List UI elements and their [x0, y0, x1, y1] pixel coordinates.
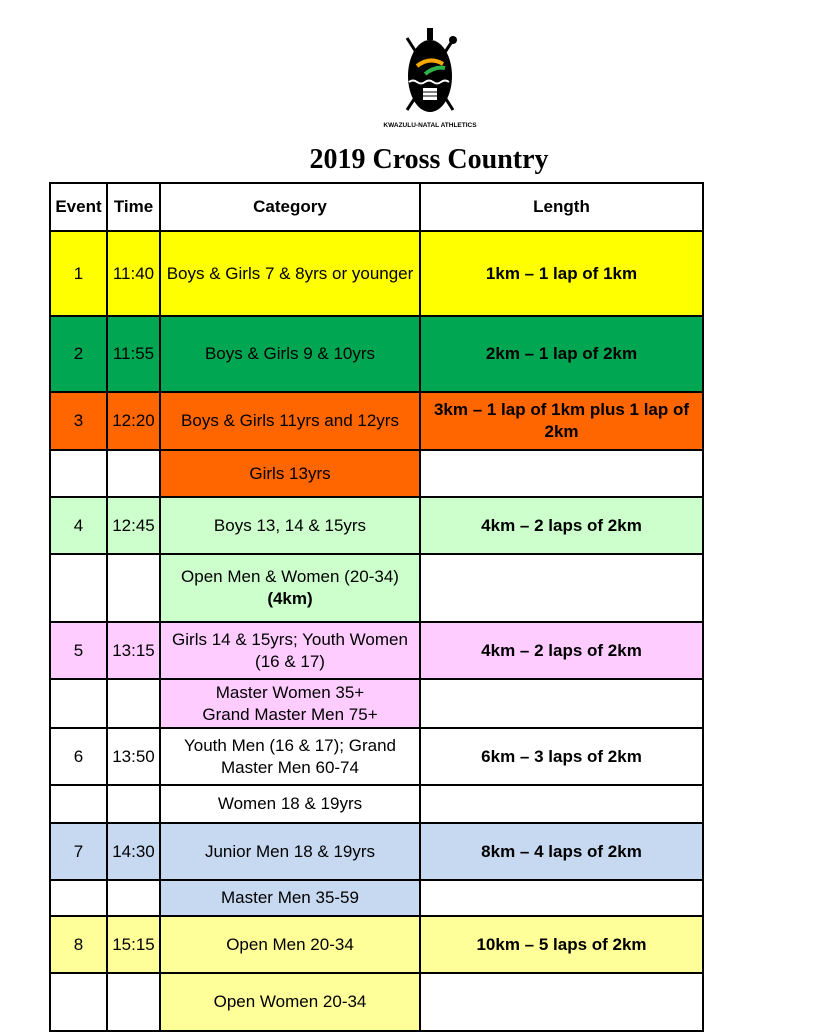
cell-time: [107, 973, 160, 1031]
cell-event: [50, 728, 107, 785]
kzn-athletics-shield-logo: [395, 26, 465, 116]
cell-event: [50, 880, 107, 916]
time-text: 12:20: [112, 411, 155, 430]
table-row: [50, 554, 703, 622]
cell-event: [50, 785, 107, 823]
table-row: [50, 316, 703, 392]
category-text: Girls 14 & 15yrs; Youth Women (16 & 17): [172, 629, 408, 671]
table-row: [50, 622, 703, 679]
header-length: Length: [420, 183, 703, 231]
table-row: [50, 392, 703, 450]
cell-event: [50, 916, 107, 973]
cell-time: [107, 497, 160, 554]
cell-length: [420, 679, 703, 728]
cell-event: [50, 497, 107, 554]
event-text: 1: [73, 263, 84, 283]
table-row: [50, 679, 703, 728]
cell-event: [50, 231, 107, 316]
time-text: 13:50: [112, 746, 155, 766]
cell-time: [107, 728, 160, 785]
cell-category: [160, 728, 420, 785]
cell-event: [50, 973, 107, 1031]
cell-category: [160, 785, 420, 823]
cell-event: [50, 392, 107, 450]
event-text: 3: [73, 411, 84, 430]
category-text: Boys 13, 14 & 15yrs: [213, 515, 367, 535]
cell-category: [160, 823, 420, 880]
length-text: 1km – 1 lap of 1km: [485, 263, 638, 283]
event-text: 8: [73, 934, 84, 954]
category-text: Junior Men 18 & 19yrs: [204, 841, 376, 861]
category-text-line2: Grand Master Men 75+: [202, 704, 378, 724]
cell-category: [160, 880, 420, 916]
header-time: Time: [107, 183, 160, 231]
cell-event: [50, 823, 107, 880]
time-text: 14:30: [112, 841, 155, 861]
cell-category: [160, 679, 420, 728]
table-row: [50, 916, 703, 973]
table-row: [50, 785, 703, 823]
category-text: Girls 13yrs: [249, 463, 331, 483]
table-row: [50, 231, 703, 316]
length-text: 4km – 2 laps of 2km: [481, 640, 642, 660]
header-category: Category: [160, 183, 420, 231]
cell-length: [420, 450, 703, 497]
event-text: 5: [73, 640, 84, 660]
cell-length: [420, 823, 703, 880]
category-text: Youth Men (16 & 17); Grand Master Men 60-74: [183, 735, 396, 777]
cell-event: [50, 679, 107, 728]
cell-time: [107, 880, 160, 916]
organisation-name: KWAZULU-NATAL ATHLETICS: [383, 122, 477, 129]
cell-category: [160, 622, 420, 679]
length-text: 4km – 2 laps of 2km: [481, 515, 642, 535]
table-header-row: [50, 183, 703, 231]
cell-category: [160, 231, 420, 316]
table-row: [50, 880, 703, 916]
schedule-table: [49, 182, 704, 1032]
cell-time: [107, 316, 160, 392]
cell-time: [107, 392, 160, 450]
cell-time: [107, 231, 160, 316]
category-text: Open Men 20-34: [226, 934, 354, 954]
cell-length: [420, 728, 703, 785]
cell-event: [50, 450, 107, 497]
cell-event: [50, 316, 107, 392]
cell-length: [420, 622, 703, 679]
category-text: Boys & Girls 11yrs and 12yrs: [181, 411, 399, 430]
event-text: 7: [73, 841, 84, 861]
length-text: 6km – 3 laps of 2km: [481, 746, 642, 766]
cell-event: [50, 622, 107, 679]
cell-length: [420, 916, 703, 973]
category-text: Master Women 35+: [215, 682, 365, 702]
cell-category: [160, 316, 420, 392]
length-text: 8km – 4 laps of 2km: [481, 841, 642, 861]
cell-category: [160, 497, 420, 554]
cell-time: [107, 622, 160, 679]
event-text: 6: [73, 746, 84, 766]
time-text: 13:15: [112, 640, 155, 660]
length-text: 3km – 1 lap of 1km plus 1 lap of 2km: [433, 400, 690, 441]
table-row: [50, 450, 703, 497]
cell-time: [107, 916, 160, 973]
time-text: 11:55: [112, 344, 155, 363]
event-text: 2: [73, 344, 84, 363]
table-row: [50, 973, 703, 1031]
cell-time: [107, 450, 160, 497]
time-text: 12:45: [112, 515, 155, 535]
category-text: Boys & Girls 9 & 10yrs: [204, 344, 376, 363]
cell-category: [160, 450, 420, 497]
cell-time: [107, 679, 160, 728]
cell-length: [420, 497, 703, 554]
cell-event: [50, 554, 107, 622]
cell-length: [420, 392, 703, 450]
cell-time: [107, 554, 160, 622]
cell-time: [107, 785, 160, 823]
cell-length: [420, 316, 703, 392]
length-text: 10km – 5 laps of 2km: [476, 934, 647, 954]
cell-length: [420, 880, 703, 916]
category-text: Open Men & Women (20-34): [181, 567, 399, 586]
header-event: Event: [50, 183, 107, 231]
category-text: Master Men 35-59: [221, 888, 359, 907]
table-row: [50, 823, 703, 880]
cell-category: [160, 554, 420, 622]
table-row: [50, 497, 703, 554]
page-title: 2019 Cross Country: [309, 144, 549, 175]
event-text: 4: [73, 515, 84, 535]
cell-length: [420, 554, 703, 622]
cell-category: [160, 973, 420, 1031]
category-text: Boys & Girls 7 & 8yrs or younger: [166, 263, 414, 283]
cell-time: [107, 823, 160, 880]
cell-length: [420, 973, 703, 1031]
cell-length: [420, 231, 703, 316]
table-row: [50, 728, 703, 785]
cell-length: [420, 785, 703, 823]
length-text: 2km – 1 lap of 2km: [485, 344, 638, 363]
time-text: 11:40: [112, 263, 155, 283]
category-text: Open Women 20-34: [213, 992, 367, 1011]
cell-category: [160, 392, 420, 450]
time-text: 15:15: [112, 934, 155, 954]
category-distance-text: (4km): [267, 589, 313, 608]
cell-category: [160, 916, 420, 973]
category-text: Women 18 & 19yrs: [217, 794, 363, 813]
